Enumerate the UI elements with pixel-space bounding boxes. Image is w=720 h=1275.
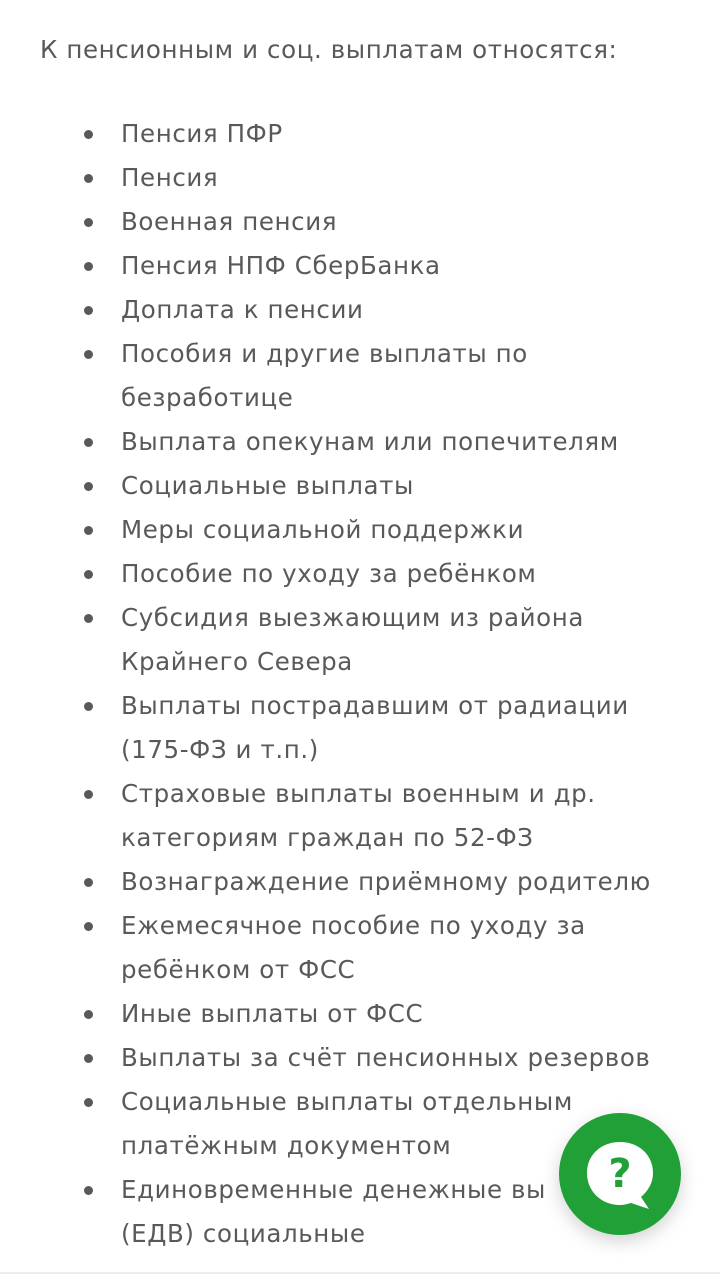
list-item-text: безработице xyxy=(121,383,294,412)
bullet-dot-icon xyxy=(84,1098,93,1107)
list-item-text: Выплата опекунам или попечителям xyxy=(121,427,619,456)
list-item-text: категориям граждан по 52-ФЗ xyxy=(121,823,534,852)
list-item xyxy=(80,332,680,420)
list-item xyxy=(80,420,680,464)
list-item-text: Пособие по уходу за ребёнком xyxy=(121,559,537,588)
list-item-text: Субсидия выезжающим из района xyxy=(121,603,585,632)
list-item xyxy=(80,596,680,684)
bullet-dot-icon xyxy=(84,218,93,227)
list-item xyxy=(80,860,680,904)
list-item-text: Выплаты пострадавшим от радиации xyxy=(121,691,629,720)
bullet-dot-icon xyxy=(84,1186,93,1195)
list-item xyxy=(80,684,680,772)
list-item xyxy=(80,288,680,332)
divider xyxy=(0,1272,720,1274)
list-item-text: Меры социальной поддержки xyxy=(121,515,525,544)
list-item-text: ребёнком от ФСС xyxy=(121,955,356,984)
list-item xyxy=(80,772,680,860)
list-item-text: Иные выплаты от ФСС xyxy=(121,999,424,1028)
bullet-dot-icon xyxy=(84,922,93,931)
list-item-text: Крайнего Севера xyxy=(121,647,353,676)
bullet-dot-icon xyxy=(84,306,93,315)
list-item xyxy=(80,200,680,244)
list-item-text: Пособия и другие выплаты по xyxy=(121,339,528,368)
bullet-dot-icon xyxy=(84,1054,93,1063)
list-item xyxy=(80,1036,680,1080)
list-item-text: Доплата к пенсии xyxy=(121,295,364,324)
payment-types-list xyxy=(80,112,680,1256)
list-item xyxy=(80,244,680,288)
list-item-text: Социальные выплаты отдельным xyxy=(121,1087,573,1116)
list-item xyxy=(80,156,680,200)
list-item xyxy=(80,904,680,992)
bullet-dot-icon xyxy=(84,438,93,447)
list-item-text: Пенсия xyxy=(121,163,219,192)
bullet-dot-icon xyxy=(84,174,93,183)
bullet-dot-icon xyxy=(84,262,93,271)
list-item-text: Пенсия НПФ СберБанка xyxy=(121,251,441,280)
bullet-dot-icon xyxy=(84,790,93,799)
list-item xyxy=(80,552,680,596)
list-item-text: Социальные выплаты xyxy=(121,471,414,500)
bullet-dot-icon xyxy=(84,614,93,623)
list-item xyxy=(80,112,680,156)
list-item-text: (175-ФЗ и т.п.) xyxy=(121,735,319,764)
question-chat-icon xyxy=(559,1113,681,1235)
list-item xyxy=(80,464,680,508)
list-item xyxy=(80,508,680,552)
bullet-dot-icon xyxy=(84,1010,93,1019)
bullet-dot-icon xyxy=(84,482,93,491)
bullet-dot-icon xyxy=(84,702,93,711)
list-item-text: Пенсия ПФР xyxy=(121,119,283,148)
list-item-text: Ежемесячное пособие по уходу за xyxy=(121,911,586,940)
list-item-text: платёжным документом xyxy=(121,1131,452,1160)
list-item-text: (ЕДВ) социальные xyxy=(121,1219,366,1248)
list-item-text: Единовременные денежные вы xyxy=(121,1175,546,1204)
intro-text: К пенсионным и соц. выплатам относятся: xyxy=(40,35,618,64)
bullet-dot-icon xyxy=(84,570,93,579)
bullet-dot-icon xyxy=(84,130,93,139)
list-item-text: Страховые выплаты военным и др. xyxy=(121,779,596,808)
help-chat-button[interactable] xyxy=(559,1113,681,1235)
help-glyph: ? xyxy=(608,1151,632,1197)
list-item-text: Военная пенсия xyxy=(121,207,338,236)
list-item xyxy=(80,992,680,1036)
list-item-text: Выплаты за счёт пенсионных резервов xyxy=(121,1043,651,1072)
list-item-text: Вознаграждение приёмному родителю xyxy=(121,867,651,896)
bullet-dot-icon xyxy=(84,878,93,887)
bullet-dot-icon xyxy=(84,526,93,535)
bullet-dot-icon xyxy=(84,350,93,359)
